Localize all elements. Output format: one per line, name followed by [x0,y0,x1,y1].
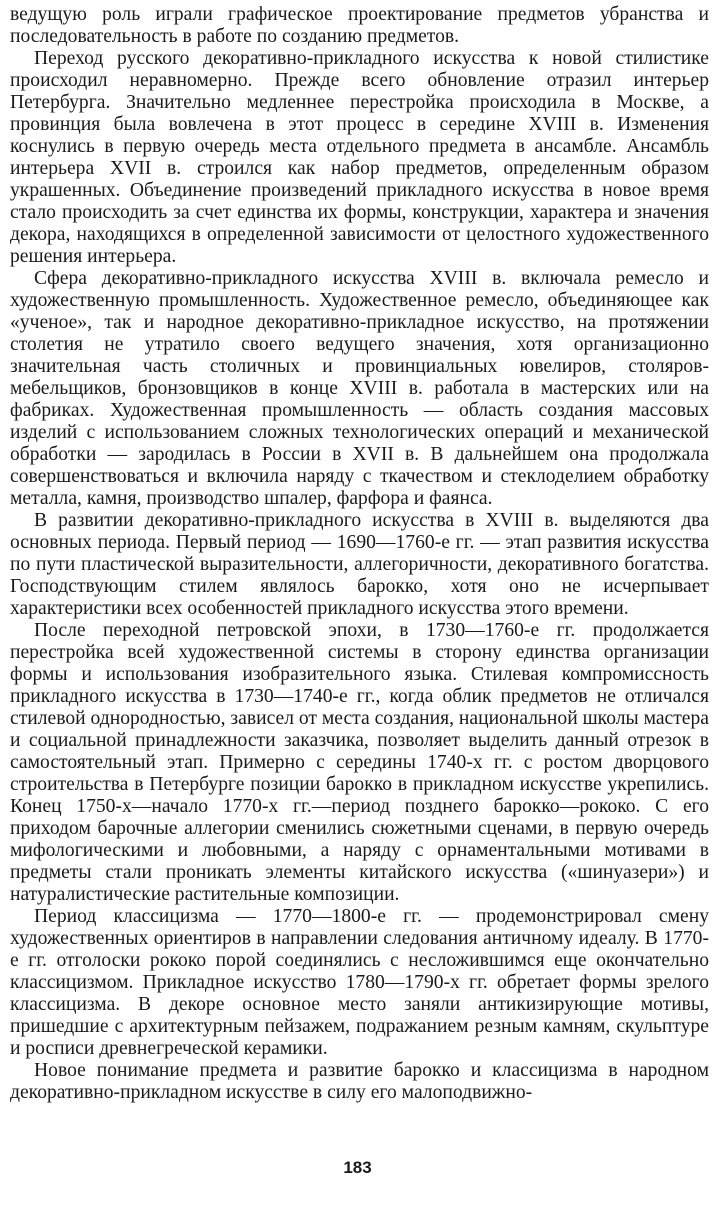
paragraph-1: ведущую роль играли графическое проектирование предметов убранства и последовательность в работе по созданию предметов. [10,4,709,47]
page-body [10,4,709,1104]
paragraph-7: Новое понимание предмета и развитие барокко и классицизма в народном декоративно-прикладном искусстве в силу его малоподвижно- [10,1060,709,1103]
paragraph-6: Период классицизма — 1770—1800-е гг. — продемонстрировал смену художественных ориентиров в направлении следования античному идеалу. В 1770-е гг. отголоски рококо порой соединялись с несложившимся еще окончательно классицизмом. Прикладное искусство 1780—1790-х гг. обретает формы зрелого классицизма. В декоре основное место заняли антикизирующие мотивы, пришедшие с архитектурным пейзажем, подражанием резным камням, скульптуре и росписи древнегреческой керамики. [10,906,709,1059]
paragraph-2: Переход русского декоративно-прикладного искусства к новой стилистике происходил неравномерно. Прежде всего обновление отразил интерьер Петербурга. Значительно медленнее перестройка происходила в Москве, а провинция была вовлечена в этот процесс в середине XVIII в. Изменения коснулись в первую очередь места отдельного предмета в ансамбле. Ансамбль интерьера XVII в. строился как набор предметов, определенным образом украшенных. Объединение произведений прикладного искусства в новое время стало происходить за счет единства их формы, конструкции, характера и значения декора, находящихся в определенной зависимости от целостного художественного решения интерьера. [10,48,709,267]
paragraph-5: После переходной петровской эпохи, в 1730—1760-е гг. продолжается перестройка всей художественной системы в сторону единства организации формы и использования изобразительного языка. Стилевая компромиссность прикладного искусства в 1730—1740-е гг., когда облик предметов не отличался стилевой однородностью, зависел от места создания, национальной школы мастера и социальной принадлежности заказчика, позволяет выделить данный отрезок в самостоятельный этап. Примерно с середины 1740-х гг. с ростом дворцового строительства в Петербурге позиции барокко в прикладном искусстве укрепились. Конец 1750-х—начало 1770-х гг.—период позднего барокко—рококо. С его приходом барочные аллегории сменились сюжетными сценами, в первую очередь мифологическими и любовными, а наряду с орнаментальными мотивами в предметы стали проникать элементы китайского искусства («шинуазери») и натуралистические растительные композиции. [10,620,709,905]
paragraph-4: В развитии декоративно-прикладного искусства в XVIII в. выделяются два основных периода. Первый период — 1690—1760-е гг. — этап развития искусства по пути пластической выразительности, аллегоричности, декоративного богатства. Господствующим стилем являлось барокко, хотя оно не исчерпывает характеристики всех особенностей прикладного искусства этого времени. [10,510,709,619]
page-number: 183 [343,1158,372,1177]
paragraph-3: Сфера декоративно-прикладного искусства XVIII в. включала ремесло и художественную промышленность. Художественное ремесло, объединяющее как «ученое», так и народное декоративно-прикладное искусство, на протяжении столетия не утратило своего ведущего значения, хотя организационно значительная часть столичных и провинциальных ювелиров, столяров-мебельщиков, бронзовщиков в конце XVIII в. работала в мастерских или на фабриках. Художественная промышленность — область создания массовых изделий с использованием сложных технологических операций и механической обработки — зародилась в России в XVII в. В дальнейшем она продолжала совершенствоваться и включила наряду с ткачеством и стеклоделием обработку металла, камня, производство шпалер, фарфора и фаянса. [10,268,709,509]
